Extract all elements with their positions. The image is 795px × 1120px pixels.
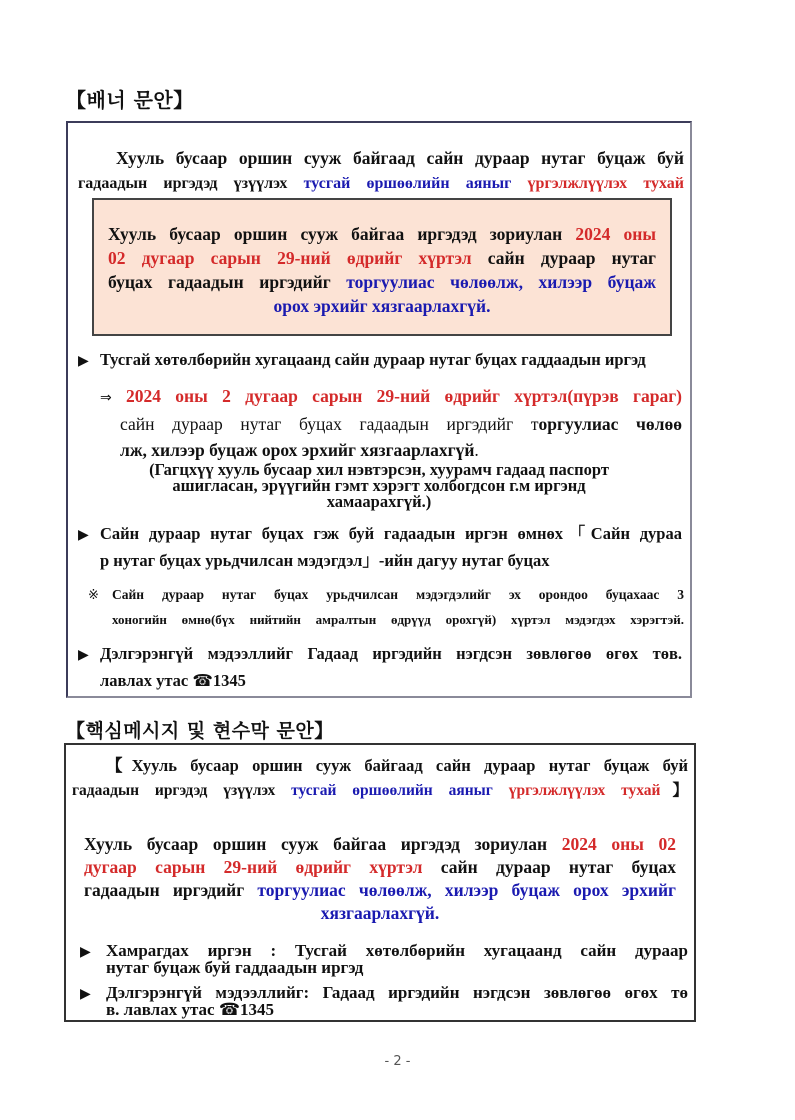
highlight-line-2: 02 дугаар сарын 29-ний өдрийг хүртэл сайн дураар нутаг	[108, 248, 656, 268]
main-line-2: дугаар сарын 29-ний өдрийг хүртэл сайн дураар нутаг буцах	[84, 857, 676, 877]
bullet-triangle-icon: ▶	[80, 986, 91, 1002]
intro-line-2: гадаадын иргэдэд үзүүлэх тусгай өршөөлийн аяныг үргэлжлүүлэх тухай】	[72, 782, 688, 799]
arrow-line-3: лж, хилээр буцаж орох эрхийг хязгаарлахгүй.	[120, 440, 479, 460]
exception-line-2: ашигласан, эрүүгийн гэмт хэрэгт холбогдсон г.м иргэнд	[172, 476, 586, 495]
bullet-triangle-icon: ▶	[78, 353, 89, 369]
key-message-section-heading: 【핵심메시지 및 현수막 문안】	[66, 720, 334, 742]
banner-intro	[78, 145, 684, 197]
exception-line-3: хамаарахгүй.)	[326, 492, 432, 511]
phone-number: 1345	[212, 671, 246, 690]
banner-text-box	[66, 121, 692, 698]
main-line-1: Хууль бусаар оршин сууж байгаа иргэдэд зориулан 2024 оны 02	[84, 834, 676, 854]
intro-line-1: 【Хууль бусаар оршин сууж байгаад сайн дураар нутаг буцаж буй	[106, 756, 688, 775]
highlight-line-3: буцах гадаадын иргэдийг торгуулиас чөлөөлж, хилээр буцаж	[108, 272, 657, 292]
bullet-triangle-icon: ▶	[80, 944, 91, 960]
arrow-block	[100, 383, 682, 463]
main-line-3: гадаадын иргэдийг торгуулиас чөлөөлж, хилээр буцаж орох эрхийг	[84, 880, 676, 900]
highlight-line-1: Хууль бусаар оршин сууж байгаа иргэдэд зориулан 2024 оны	[108, 224, 656, 244]
highlight-line-4: орох эрхийг хязгаарлахгүй.	[273, 296, 491, 316]
phone-number: 1345	[240, 1000, 275, 1019]
telephone-icon: ☎	[192, 671, 213, 690]
reference-mark-icon: ※	[88, 588, 99, 603]
page-number: - 2 -	[384, 1054, 411, 1069]
intro-line-2: гадаадын иргэдэд үзүүлэх тусгай өршөөлийн аяныг үргэлжлүүлэх тухай	[78, 175, 684, 192]
bullet-eligible-citizens: ▶ Хамрагдах иргэн : Тусгай хөтөлбөрийн хугацаанд сайн дураар нутаг буцаж буй гаддаадын иргэд	[80, 941, 688, 977]
exception-line-1: (Гагцхүү хууль бусаар хил нэвтэрсэн, хуурамч гадаад паспорт	[149, 460, 609, 479]
key-message-box	[64, 743, 696, 1022]
double-arrow-icon: ⇒	[100, 390, 112, 406]
key-message-main	[84, 833, 676, 925]
telephone-icon: ☎	[218, 1000, 241, 1020]
reference-note: ※ Сайн дураар нутаг буцах урьдчилсан мэдэгдэлийг эх орондоо буцахаас 3 хоногийн өмнө(бүх нийтийн амралтын өдрүүд орохгүй) хүртэл мэдэгдэх хэрэгтэй.	[88, 583, 684, 632]
bullet-triangle-icon: ▶	[78, 647, 89, 663]
banner-section-heading: 【배너 문안】	[66, 88, 194, 112]
arrow-line-2: сайн дураар нутаг буцах гадаадын иргэдийг торгуулиас чөлөө	[120, 414, 682, 434]
bullet-contact: ▶ Дэлгэрэнгүй мэдээллийг Гадаад иргэдийн нэгдсэн зөвлөгөө өгөх төв. лавлах утас ☎1345	[78, 644, 682, 690]
main-line-4: хязгаарлахгүй.	[320, 903, 440, 923]
intro-line-1: Хууль бусаар оршин сууж байгаад сайн дураар нутаг буцаж буй	[116, 148, 684, 168]
bullet-triangle-icon: ▶	[78, 527, 89, 543]
highlight-box	[92, 198, 672, 336]
bullet-prior-notice: ▶ Сайн дураар нутаг буцах гэж буй гадаадын иргэн өмнөх「Сайн дураа р нутаг буцах урьдчилсан мэдэгдэл」-ийн дагуу нутаг буцах	[78, 524, 682, 570]
exception-note	[98, 462, 660, 510]
arrow-line-1: ⇒ 2024 оны 2 дугаар сарын 29-ний өдрийг хүртэл(пүрэв гараг)	[100, 386, 682, 406]
bullet-target-citizens: ▶ Тусгай хөтөлбөрийн хугацаанд сайн дураар нутаг буцах гаддаадын иргэд	[78, 347, 682, 374]
bullet-contact: ▶ Дэлгэрэнгүй мэдээллийг: Гадаад иргэдийн нэгдсэн зөвлөгөө өгөх тө в. лавлах утас ☎1345	[80, 983, 688, 1020]
key-message-intro	[72, 753, 688, 803]
